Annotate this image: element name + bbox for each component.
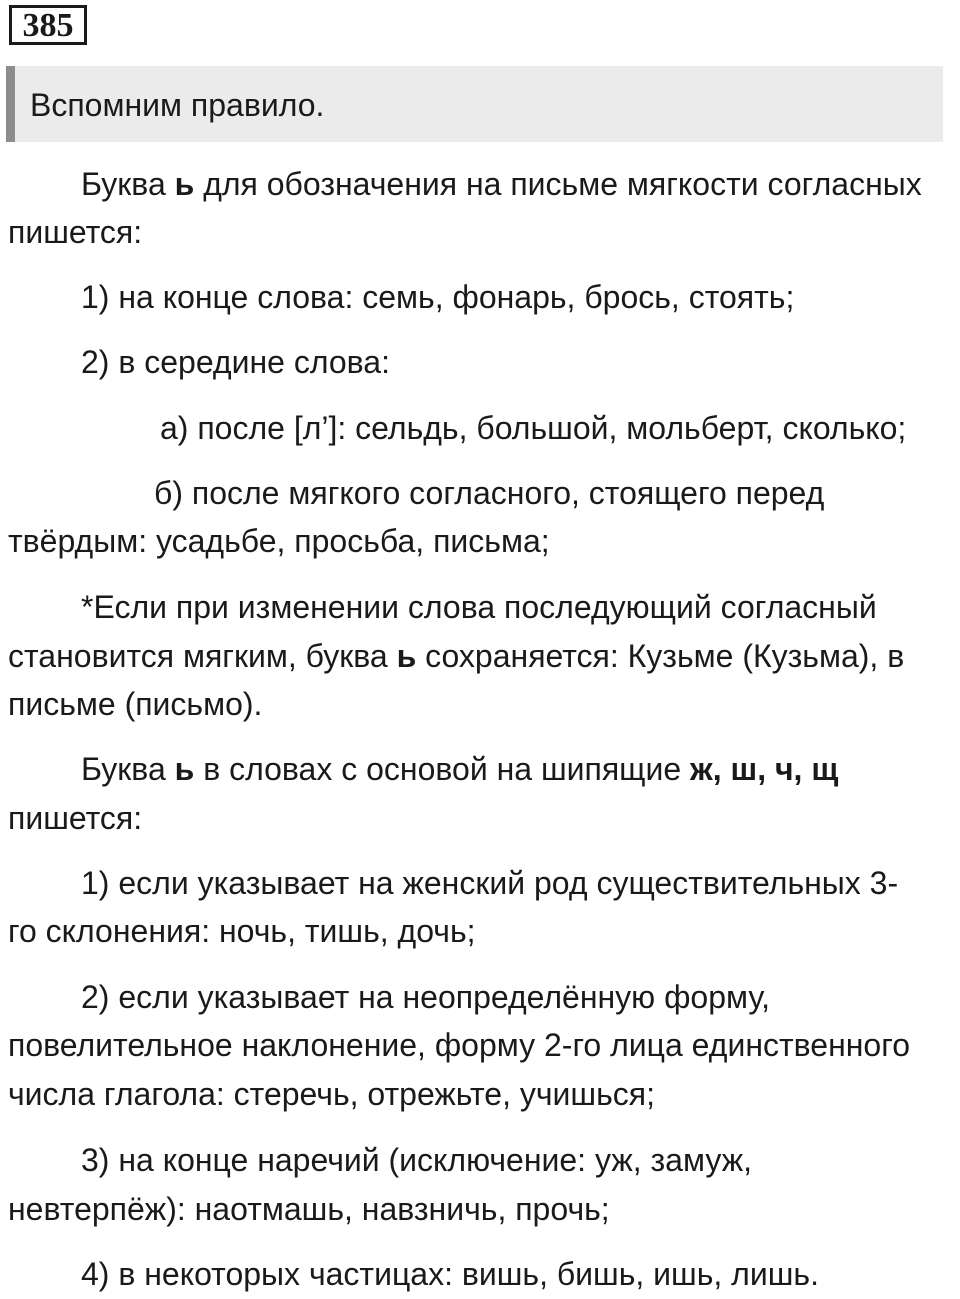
hissing-letters: ж, ш, ч, щ: [690, 751, 839, 787]
hissing-intro-line2: пишется:: [8, 800, 143, 836]
rule-item-2b-line2: твёрдым: усадьбе, просьба, письма;: [8, 523, 550, 559]
rule-item-2a: а) после [л’]: сельдь, большой, мольберт, сколько;: [160, 410, 907, 446]
rule-header-box: [6, 66, 943, 142]
hissing-item-2-line1: 2) если указывает на неопределённую форму,: [81, 979, 771, 1015]
hissing-item-3-line2: невтерпёж): наотмашь, навзничь, прочь;: [8, 1191, 610, 1227]
rule-item-2b-line1: б) после мягкого согласного, стоящего перед: [154, 475, 825, 511]
rule-item-1: 1) на конце слова: семь, фонарь, брось, стоять;: [81, 279, 795, 315]
hissing-item-4: 4) в некоторых частицах: вишь, бишь, ишь, лишь.: [81, 1256, 819, 1292]
rule-item-2: 2) в середине слова:: [81, 344, 390, 380]
hissing-item-1-line1: 1) если указывает на женский род существительных 3-: [81, 865, 899, 901]
hissing-item-1-line2: го склонения: ночь, тишь, дочь;: [8, 913, 476, 949]
note-line1: *Если при изменении слова последующий согласный: [81, 589, 877, 625]
rule-header: Вспомним правило.: [30, 87, 325, 123]
soft-sign-letter: ь: [396, 638, 417, 674]
hissing-item-2-line3: числа глагола: стеречь, отрежьте, учишься;: [8, 1076, 655, 1112]
hissing-item-3-line1: 3) на конце наречий (исключение: уж, замуж,: [81, 1142, 752, 1178]
soft-sign-letter: ь: [174, 166, 195, 202]
rule-intro-line1: Буква ь для обозначения на письме мягкости согласных: [81, 166, 922, 202]
exercise-number: 385: [9, 5, 87, 45]
soft-sign-letter: ь: [174, 751, 195, 787]
note-line3: письме (письмо).: [8, 686, 263, 722]
note-line2: становится мягким, буква ь сохраняется: Кузьме (Кузьма), в: [8, 638, 905, 674]
hissing-intro-line1: Буква ь в словах с основой на шипящие ж, ш, ч, щ: [81, 751, 839, 787]
hissing-item-2-line2: повелительное наклонение, форму 2-го лица единственного: [8, 1027, 910, 1063]
rule-intro-line2: пишется:: [8, 214, 143, 250]
